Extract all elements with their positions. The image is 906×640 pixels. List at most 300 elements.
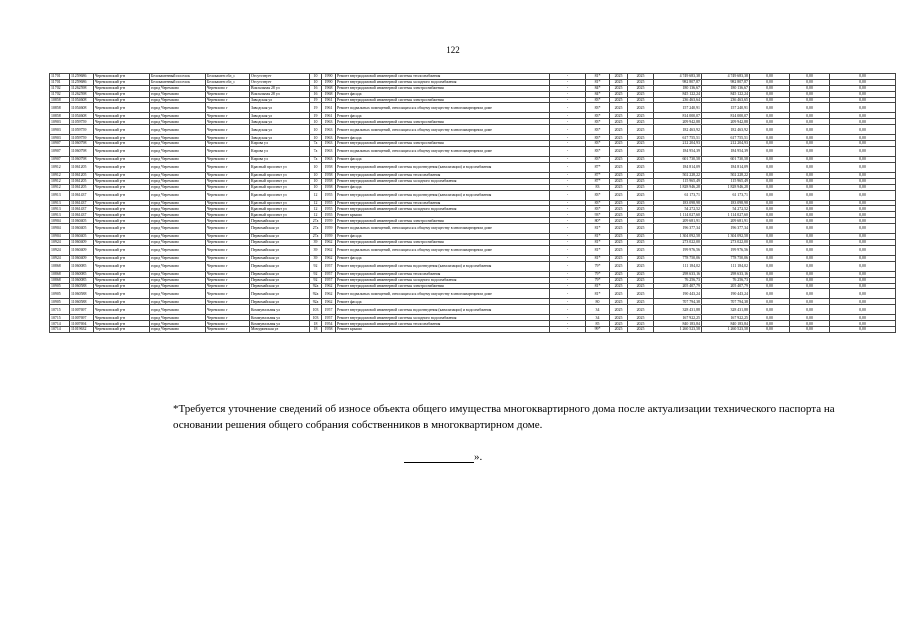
- table-cell: Черемховский р-н: [94, 147, 150, 157]
- table-cell: Ремонт крыши: [336, 327, 550, 333]
- table-cell: 982 807,87: [654, 79, 702, 85]
- table-cell: 79*: [586, 271, 610, 277]
- table-cell: 0,00: [750, 277, 790, 283]
- table-cell: Черемховский р-н: [94, 172, 150, 178]
- table-cell: 12: [310, 190, 322, 200]
- table-cell: 1961: [322, 113, 336, 119]
- table-cell: 92: [310, 277, 322, 283]
- table-cell: Ремонт внутридомовой инженерной системы холодного водоснабжения: [336, 277, 550, 283]
- table-cell: город Черемхово: [150, 141, 206, 147]
- table-cell: город Черемхово: [150, 113, 206, 119]
- table-cell: 209 681,91: [702, 218, 750, 224]
- table-cell: 0,00: [750, 125, 790, 135]
- table-cell: 0,00: [830, 135, 896, 141]
- table-cell: Ремонт подвальных помещений, относящихся к общему имуществу в многоквартирном доме: [336, 103, 550, 113]
- table-cell: Отсутствует: [250, 74, 310, 80]
- ending-suffix: ».: [474, 451, 483, 463]
- table-cell: -: [550, 240, 586, 246]
- table-cell: Кирова ул: [250, 141, 310, 147]
- table-cell: 83: [586, 184, 610, 190]
- table-cell: 2025: [610, 240, 628, 246]
- table-cell: 10715: [50, 315, 70, 321]
- table-cell: 19: [310, 103, 322, 113]
- table-cell: 328 431,88: [702, 305, 750, 315]
- table-cell: 0,00: [830, 79, 896, 85]
- table-cell: Черемховский р-н: [94, 91, 150, 97]
- table-cell: 10715: [50, 305, 70, 315]
- table-cell: Первомайская ул: [250, 245, 310, 255]
- table-cell: 1962: [322, 245, 336, 255]
- table-cell: Кирова ул: [250, 157, 310, 163]
- table-cell: 2025: [628, 277, 654, 283]
- table-cell: Ремонт крыши: [336, 212, 550, 218]
- table-cell: 2025: [628, 178, 654, 184]
- table-cell: 1958: [322, 184, 336, 190]
- table-cell: 39: [310, 255, 322, 261]
- table-cell: 0,00: [830, 240, 896, 246]
- table-cell: 0,00: [750, 97, 790, 103]
- table-cell: Ремонт фасада: [336, 299, 550, 305]
- table-cell: город Черемхово: [150, 277, 206, 283]
- table-row: [50, 327, 896, 333]
- table-cell: 10913: [50, 190, 70, 200]
- table-cell: -: [550, 234, 586, 240]
- table-cell: 298 633,16: [654, 271, 702, 277]
- table-cell: Черемховский р-н: [94, 218, 150, 224]
- table-cell: 11060798: [70, 141, 94, 147]
- table-cell: 10: [310, 184, 322, 190]
- table-cell: Красный проспект ул: [250, 190, 310, 200]
- table-cell: 196 377,34: [654, 224, 702, 234]
- table-cell: 61 173,71: [702, 190, 750, 200]
- table-cell: 0,00: [790, 206, 830, 212]
- table-cell: 10907: [50, 147, 70, 157]
- table-cell: Черемхово г: [206, 234, 250, 240]
- table-cell: Черемхово г: [206, 184, 250, 190]
- table-cell: 0,00: [830, 271, 896, 277]
- table-cell: 0,00: [830, 157, 896, 163]
- table-cell: 80*: [586, 218, 610, 224]
- table-cell: 11701: [50, 74, 70, 80]
- table-cell: 0,00: [830, 327, 896, 333]
- table-cell: 2025: [610, 224, 628, 234]
- table-cell: 0,00: [790, 190, 830, 200]
- table-cell: 7а: [310, 141, 322, 147]
- table-cell: Черемхово г: [206, 172, 250, 178]
- table-cell: 0,00: [750, 299, 790, 305]
- table-cell: Черемхово г: [206, 271, 250, 277]
- table-cell: город Черемхово: [150, 200, 206, 206]
- table-cell: Черемхово г: [206, 212, 250, 218]
- table-cell: 2025: [628, 74, 654, 80]
- table-cell: 81*: [586, 240, 610, 246]
- table-cell: Черемховский р-н: [94, 135, 150, 141]
- table-cell: Черемховский р-н: [94, 119, 150, 125]
- table-cell: 2025: [628, 218, 654, 224]
- table-cell: Первомайская ул: [250, 271, 310, 277]
- table-cell: 2025: [610, 206, 628, 212]
- table-cell: 2025: [610, 74, 628, 80]
- table-cell: 328 431,88: [654, 305, 702, 315]
- table-cell: 184 814,09: [654, 162, 702, 172]
- table-cell: 7а: [310, 147, 322, 157]
- table-cell: город Черемхово: [150, 315, 206, 321]
- table-cell: 11054608: [70, 97, 94, 103]
- table-cell: -: [550, 315, 586, 321]
- table-cell: Ремонт внутридомовой инженерной системы электроснабжения: [336, 283, 550, 289]
- table-cell: 1961: [322, 103, 336, 113]
- table-cell: 0,00: [790, 240, 830, 246]
- table-cell: 93*: [586, 212, 610, 218]
- table-cell: 11060798: [70, 147, 94, 157]
- table-cell: Черемхово г: [206, 206, 250, 212]
- table-cell: 92: [310, 271, 322, 277]
- table-cell: 2025: [610, 277, 628, 283]
- table-cell: -: [550, 103, 586, 113]
- table-cell: Черемхово г: [206, 135, 250, 141]
- table-cell: Первомайская ул: [250, 277, 310, 283]
- table-cell: 1 260 523,58: [654, 327, 702, 333]
- table-cell: 18: [310, 327, 322, 333]
- table-cell: 83*: [586, 103, 610, 113]
- table-cell: 10912: [50, 172, 70, 178]
- table-cell: 1954: [322, 321, 336, 327]
- table-cell: 0,00: [790, 172, 830, 178]
- table-cell: 2025: [610, 283, 628, 289]
- table-cell: 0,00: [790, 135, 830, 141]
- table-cell: 92а: [310, 289, 322, 299]
- table-cell: 2025: [628, 85, 654, 91]
- table-cell: 617 755,51: [654, 135, 702, 141]
- table-cell: 1957: [322, 277, 336, 283]
- table-cell: город Черемхово: [150, 97, 206, 103]
- table-cell: город Черемхово: [150, 147, 206, 157]
- table-cell: Черемховский р-н: [94, 277, 150, 283]
- table-cell: -: [550, 172, 586, 178]
- table-cell: 0,00: [750, 147, 790, 157]
- table-cell: 2025: [610, 327, 628, 333]
- table-cell: 0,00: [830, 206, 896, 212]
- table-cell: 2025: [628, 157, 654, 163]
- table-cell: 1962: [322, 299, 336, 305]
- table-cell: 0,00: [830, 162, 896, 172]
- table-cell: Черемхово г: [206, 91, 250, 97]
- table-cell: 83*: [586, 119, 610, 125]
- table-cell: 83*: [586, 200, 610, 206]
- table-cell: Красный проспект ул: [250, 162, 310, 172]
- table-cell: Черемхово г: [206, 125, 250, 135]
- table-cell: город Черемхово: [150, 206, 206, 212]
- table-cell: 11259686: [70, 74, 94, 80]
- table-cell: 11060085: [70, 277, 94, 283]
- table-cell: Черемховский р-н: [94, 113, 150, 119]
- table-cell: Ремонт подвальных помещений, относящихся к общему имуществу в многоквартирном доме: [336, 245, 550, 255]
- table-cell: 2025: [628, 212, 654, 218]
- table-cell: 2025: [628, 234, 654, 240]
- table-cell: 10858: [50, 97, 70, 103]
- table-cell: 10904: [50, 234, 70, 240]
- table-cell: 84*: [586, 91, 610, 97]
- table-cell: 0,00: [830, 305, 896, 315]
- table-cell: 0,00: [790, 147, 830, 157]
- table-row: [50, 289, 896, 299]
- table-cell: Черемхово г: [206, 200, 250, 206]
- table-cell: 1963: [322, 119, 336, 125]
- table-cell: Первомайская ул: [250, 299, 310, 305]
- table-cell: 10912: [50, 184, 70, 190]
- table-cell: Заводская ул: [250, 125, 310, 135]
- table-cell: Ремонт фасада: [336, 91, 550, 97]
- table-cell: 0,00: [790, 255, 830, 261]
- table-cell: 1962: [322, 283, 336, 289]
- table-cell: 1963: [322, 125, 336, 135]
- table-cell: 10924: [50, 255, 70, 261]
- table-cell: 1990: [322, 74, 336, 80]
- table-cell: 0,00: [830, 245, 896, 255]
- table-cell: 11701: [50, 79, 70, 85]
- table-cell: 10907: [50, 141, 70, 147]
- table-cell: Ремонт фасада: [336, 255, 550, 261]
- table-cell: 11262598: [70, 91, 94, 97]
- table-cell: 0,00: [830, 255, 896, 261]
- table-cell: -: [550, 299, 586, 305]
- table-cell: Черемхово г: [206, 283, 250, 289]
- table-cell: Заводская ул: [250, 135, 310, 141]
- table-cell: 840 183,84: [654, 321, 702, 327]
- table-cell: Заводская ул: [250, 113, 310, 119]
- table-cell: Черемхово г: [206, 190, 250, 200]
- table-cell: 0,00: [750, 141, 790, 147]
- table-cell: 0,00: [750, 261, 790, 271]
- table-cell: 0,00: [790, 79, 830, 85]
- table-cell: Первомайская ул: [250, 234, 310, 240]
- table-cell: 83*: [586, 141, 610, 147]
- table-cell: Ремонт внутридомовой инженерной системы холодного водоснабжения: [336, 315, 550, 321]
- table-cell: 0,00: [790, 234, 830, 240]
- table-cell: 0,00: [790, 305, 830, 315]
- table-cell: город Черемхово: [150, 103, 206, 113]
- table-cell: -: [550, 85, 586, 91]
- table-cell: 2025: [628, 141, 654, 147]
- table-cell: Ремонт внутридомовой инженерной системы электроснабжения: [336, 218, 550, 224]
- table-cell: 11061437: [70, 200, 94, 206]
- table-cell: 10858: [50, 103, 70, 113]
- table-cell: 209 942,88: [702, 119, 750, 125]
- table-cell: 0,00: [790, 289, 830, 299]
- table-cell: 83*: [586, 135, 610, 141]
- table-cell: Черемховский р-н: [94, 85, 150, 91]
- table-cell: 0,00: [750, 315, 790, 321]
- table-cell: 27а: [310, 224, 322, 234]
- table-cell: 1963: [322, 135, 336, 141]
- table-cell: 0,00: [830, 85, 896, 91]
- table-cell: 2025: [628, 162, 654, 172]
- table-cell: -: [550, 271, 586, 277]
- table-cell: Ремонт внутридомовой инженерной системы теплоснабжения: [336, 172, 550, 178]
- table-cell: 85: [586, 321, 610, 327]
- table-cell: 0,00: [790, 125, 830, 135]
- table-cell: Черемхово г: [206, 255, 250, 261]
- table-cell: 1 260 523,58: [702, 327, 750, 333]
- table-cell: 10905: [50, 283, 70, 289]
- table-cell: Черемховский р-н: [94, 178, 150, 184]
- table-cell: 34: [586, 315, 610, 321]
- table-cell: 205 407,79: [702, 283, 750, 289]
- table-cell: 1963: [322, 147, 336, 157]
- table-cell: Черемховский р-н: [94, 141, 150, 147]
- table-cell: 11060409: [70, 255, 94, 261]
- table-cell: 0,00: [790, 315, 830, 321]
- table-cell: 2025: [610, 85, 628, 91]
- table-cell: 184 954,39: [702, 147, 750, 157]
- table-cell: Черемхово г: [206, 261, 250, 271]
- table-cell: -: [550, 255, 586, 261]
- table-cell: 0,00: [790, 91, 830, 97]
- table-cell: Вокзальная 28 ул: [250, 85, 310, 91]
- table-cell: 0,00: [830, 97, 896, 103]
- table-cell: город Черемхово: [150, 240, 206, 246]
- table-cell: 2025: [610, 321, 628, 327]
- table-cell: Вокзальная 28 ул: [250, 91, 310, 97]
- table-cell: 16: [310, 85, 322, 91]
- table-cell: 2025: [610, 172, 628, 178]
- table-cell: 10: [310, 162, 322, 172]
- table-cell: город Черемхово: [150, 261, 206, 271]
- table-cell: 2025: [610, 79, 628, 85]
- table-cell: Ремонт подвальных помещений, относящихся к общему имуществу в многоквартирном доме: [336, 147, 550, 157]
- table-cell: Черемхово г: [206, 178, 250, 184]
- table-cell: 1957: [322, 271, 336, 277]
- table-cell: 61 173,71: [654, 190, 702, 200]
- table-cell: 157 240,91: [702, 103, 750, 113]
- table-cell: 0,00: [790, 157, 830, 163]
- table-cell: Ремонт внутридомовой инженерной системы теплоснабжения: [336, 321, 550, 327]
- table-cell: 2025: [610, 103, 628, 113]
- table-cell: Красный проспект ул: [250, 200, 310, 206]
- table-cell: 0,00: [830, 321, 896, 327]
- table-cell: Ремонт внутридомовой инженерной системы холодного водоснабжения: [336, 178, 550, 184]
- table-cell: 1959: [322, 218, 336, 224]
- table-cell: 180 136,67: [654, 85, 702, 91]
- table-cell: 199 976,56: [654, 245, 702, 255]
- table-cell: Ремонт внутридомовой инженерной системы электроснабжения: [336, 240, 550, 246]
- table-cell: 11061437: [70, 206, 94, 212]
- table-cell: город Черемхово: [150, 245, 206, 255]
- table-cell: 0,00: [750, 190, 790, 200]
- table-cell: 2025: [628, 184, 654, 190]
- table-cell: 0,00: [790, 212, 830, 218]
- table-cell: 1 114 027,60: [654, 212, 702, 218]
- table-row: [50, 245, 896, 255]
- table-cell: Ремонт внутридомовой инженерной системы теплоснабжения: [336, 74, 550, 80]
- table-cell: -: [550, 218, 586, 224]
- table-cell: 83*: [586, 190, 610, 200]
- table-cell: 0,00: [830, 190, 896, 200]
- table-cell: -: [550, 224, 586, 234]
- table-cell: 0,00: [790, 327, 830, 333]
- table-cell: 7а: [310, 157, 322, 163]
- table-cell: Черемхово г: [206, 321, 250, 327]
- table-cell: 2025: [610, 261, 628, 271]
- table-cell: 0,00: [830, 212, 896, 218]
- table-cell: Первомайская ул: [250, 255, 310, 261]
- table-cell: Черемхово г: [206, 245, 250, 255]
- table-cell: 0,00: [830, 315, 896, 321]
- table-cell: 840 183,84: [702, 321, 750, 327]
- table-cell: Черемховский р-н: [94, 321, 150, 327]
- table-cell: 0,00: [790, 141, 830, 147]
- table-cell: 1 114 027,60: [702, 212, 750, 218]
- table-cell: 81*: [586, 289, 610, 299]
- table-cell: 183 098,98: [654, 200, 702, 206]
- table-cell: 1990: [322, 79, 336, 85]
- table-cell: 212 204,93: [702, 141, 750, 147]
- table-cell: Черемховский р-н: [94, 299, 150, 305]
- table-cell: 0,00: [830, 261, 896, 271]
- table-cell: Белокамен обл_с: [206, 74, 250, 80]
- table-cell: 10: [310, 74, 322, 80]
- table-cell: 1 304 092,58: [654, 234, 702, 240]
- table-cell: 2025: [610, 212, 628, 218]
- table-cell: Черемховский р-н: [94, 240, 150, 246]
- table-cell: 10858: [50, 113, 70, 119]
- table-cell: 2025: [628, 224, 654, 234]
- table-cell: 11007694: [70, 321, 94, 327]
- table-cell: 0,00: [790, 261, 830, 271]
- table-cell: Черемховский р-н: [94, 224, 150, 234]
- table-cell: Заводская ул: [250, 119, 310, 125]
- table-row: [50, 125, 896, 135]
- table-cell: -: [550, 141, 586, 147]
- table-cell: Ремонт внутридомовой инженерной системы электроснабжения: [336, 119, 550, 125]
- table-cell: 0,00: [830, 218, 896, 224]
- table-cell: город Черемхово: [150, 283, 206, 289]
- table-cell: Коммунальная ул: [250, 305, 310, 315]
- table-cell: Первомайская ул: [250, 289, 310, 299]
- table-cell: 81*: [586, 283, 610, 289]
- table-cell: 2025: [628, 97, 654, 103]
- table-cell: 2025: [610, 305, 628, 315]
- table-cell: Ремонт фасада: [336, 184, 550, 190]
- table-cell: 11702: [50, 85, 70, 91]
- table-cell: 10714: [50, 321, 70, 327]
- table-cell: 0,00: [750, 224, 790, 234]
- table-cell: 1 828 946,28: [702, 184, 750, 190]
- table-cell: 1963: [322, 157, 336, 163]
- table-cell: Черемховский р-н: [94, 271, 150, 277]
- table-cell: Черемхово г: [206, 103, 250, 113]
- table-cell: 601 730,58: [654, 157, 702, 163]
- table-cell: 10924: [50, 245, 70, 255]
- table-cell: город Черемхово: [150, 271, 206, 277]
- table-cell: 10: [310, 135, 322, 141]
- table-cell: Ремонт фасада: [336, 113, 550, 119]
- table-cell: 2025: [628, 125, 654, 135]
- table-cell: 0,00: [790, 277, 830, 283]
- table-cell: город Черемхово: [150, 321, 206, 327]
- table-cell: 0,00: [750, 135, 790, 141]
- table-cell: 18: [310, 321, 322, 327]
- table-cell: Черемховский р-н: [94, 289, 150, 299]
- table-cell: 19: [310, 97, 322, 103]
- table-cell: 1962: [322, 255, 336, 261]
- table-cell: 0,00: [750, 103, 790, 113]
- table-cell: 2025: [610, 135, 628, 141]
- table-cell: Черемховский р-н: [94, 234, 150, 240]
- table-cell: 1959: [322, 224, 336, 234]
- table-cell: Красный проспект ул: [250, 178, 310, 184]
- table-cell: город Черемхово: [150, 125, 206, 135]
